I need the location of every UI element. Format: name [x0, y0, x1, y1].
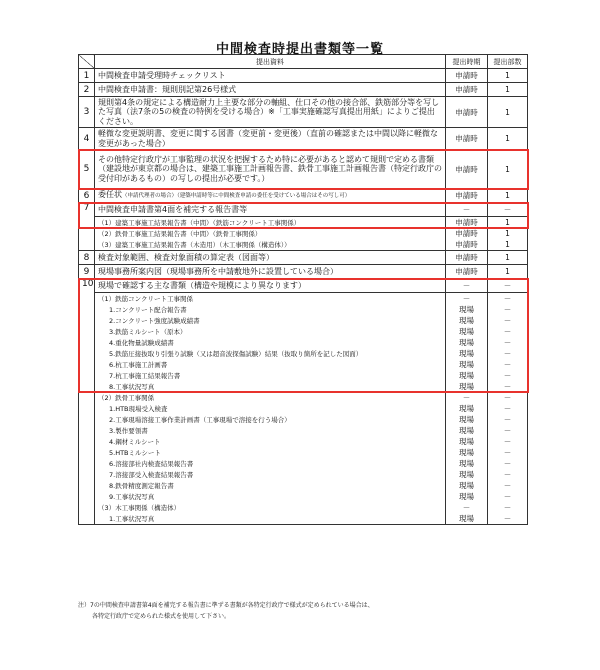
- table-row: （1）建築工事施工結果報告書（中間）（鉄筋コンクリート工事関係） 申請時 1: [79, 217, 528, 229]
- table-row: 6 委任状（申請代理者の場合）（建築申請時等に中間検査申請の委任を受けている場合はその写し可） 申請時 1: [79, 189, 528, 203]
- table-row: 5.HTBミルシート 現場 －: [79, 447, 528, 458]
- table-row: 8 検査対象範囲、検査対象面積の算定表（図面等） 申請時 1: [79, 251, 528, 265]
- footnote-line-2: 各特定行政庁で定められた様式を使用して下さい。: [92, 613, 231, 620]
- table-row: 4 軽微な変更説明書、変更に関する図書（変更前・変更後）（直前の確認または中間以降に軽微な変更があった場合） 申請時 1: [79, 128, 528, 150]
- table-header-row: [79, 55, 528, 69]
- table-row: （3）建築工事施工結果報告書（木造用）（木工事関係（構造体）） 申請時 1: [79, 239, 528, 251]
- table-row: （1）鉄筋コンクリート工事関係 － －: [79, 293, 528, 305]
- table-row: 1 中間検査申請受理時チェックリスト 申請時 1: [79, 69, 528, 83]
- table-row: 5.鉄筋圧接抜取り引張り試験（又は超音波探傷試験）結果（抜取り箇所を記した図面） 現場 －: [79, 348, 528, 359]
- table-row: 2.コンクリート強度試験成績書 現場 －: [79, 315, 528, 326]
- table-row: 9.工事状況写真 現場 －: [79, 491, 528, 502]
- table-row: （2）鉄骨工事施工結果報告書（中間）（鉄骨工事関係） 申請時 1: [79, 228, 528, 239]
- table-row: 2.工事現場溶接工事作業計画書（工事現場で溶接を行う場合） 現場 －: [79, 414, 528, 425]
- table-row: 3.鉄筋ミルシート（原本） 現場 －: [79, 326, 528, 337]
- table-row: 10 現場で確認する主な書類（構造や規模により異なります） － －: [79, 279, 528, 293]
- table-row: 8.鉄骨精度測定報告書 現場 －: [79, 480, 528, 491]
- table-row: 5 その他特定行政庁が工事監理の状況を把握するため特に必要があると認めて規則で定める書類（建設地が東京都の場合は、建築工事施工計画報告書、鉄骨工事施工計画報告書（特定行政庁の受付印があるもの）の写しの提出が必要です。） 申請時 1: [79, 150, 528, 189]
- header-document: 提出資料: [95, 55, 446, 69]
- footnote-line-1: 注）7の中間検査申請書第4面を補完する報告書に準ずる書類が各特定行政庁で様式が定められている場合は、: [78, 602, 374, 609]
- table-row: 7.杭工事施工結果報告書 現場 －: [79, 370, 528, 381]
- footnote: [78, 600, 548, 622]
- table-row: 3 規則第4条の規定による構造耐力上主要な部分の軸組、仕口その他の接合部、鉄筋部分等を写した写真（法7条の5の検査の特例を受ける場合）※「工事実施確認写真提出用紙」によりご提出ください。 申請時 1: [79, 97, 528, 128]
- submission-documents-table: [78, 54, 528, 525]
- table-row: 6.溶接部社内検査結果報告書 現場 －: [79, 458, 528, 469]
- table-row: 1.コンクリート配合報告書 現場 －: [79, 304, 528, 315]
- table-row: （3）木工事関係（構造体） － －: [79, 502, 528, 513]
- table-row: 6.杭工事施工計画書 現場 －: [79, 359, 528, 370]
- page-title: 中間検査時提出書類等一覧: [215, 42, 384, 57]
- table-row: 7 中間検査申請書第4面を補完する報告書等 － －: [79, 203, 528, 217]
- table-row: 1.工事状況写真 現場 －: [79, 513, 528, 525]
- table-row: 3.製作要領書 現場 －: [79, 425, 528, 436]
- table-row: 4.重化物量試験成績書 現場 －: [79, 337, 528, 348]
- row-label: 委任状: [98, 189, 122, 199]
- table-row: 1.HTB現場受入検査 現場 －: [79, 403, 528, 414]
- table-row: 7.溶接部受入検査結果報告書 現場 －: [79, 469, 528, 480]
- table-row: （2）鉄骨工事関係 － －: [79, 392, 528, 403]
- table-row: 8.工事状況写真 現場 －: [79, 381, 528, 392]
- table-row: 9 現場事務所案内図（現場事務所を中請敷地外に設置している場合） 申請時 1: [79, 265, 528, 279]
- table-row: 4.鋼材ミルシート 現場 －: [79, 436, 528, 447]
- row-note: （申請代理者の場合）（建築申請時等に中間検査申請の委任を受けている場合はその写し可）: [122, 192, 351, 199]
- header-copies: 提出部数: [488, 55, 528, 69]
- table-row: 2 中間検査申請書：規則別記第26号様式 申請時 1: [79, 83, 528, 97]
- header-time: 提出時期: [446, 55, 488, 69]
- header-corner: [79, 55, 95, 69]
